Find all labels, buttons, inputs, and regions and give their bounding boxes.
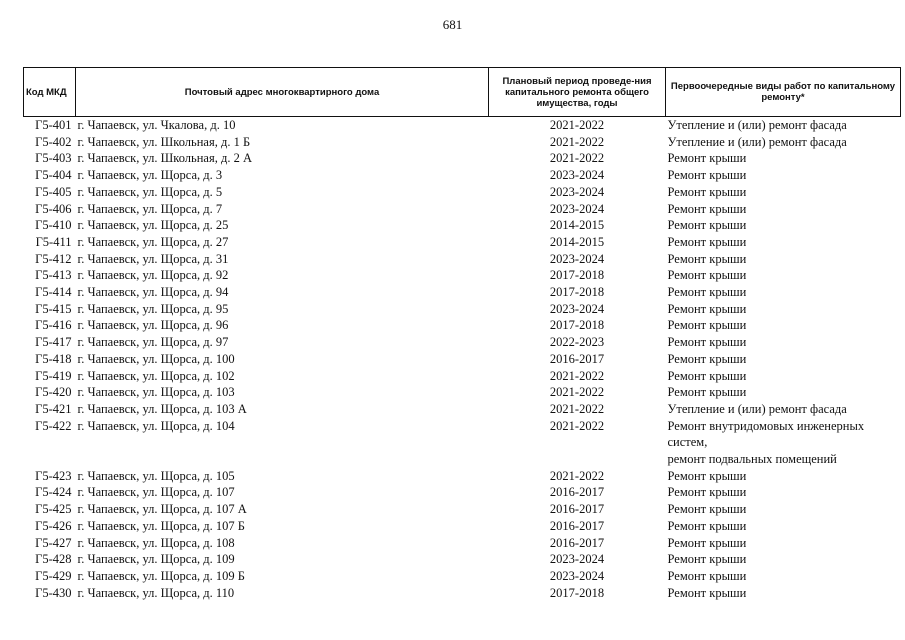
period-cell: 2016-2017 xyxy=(549,535,605,550)
works-line: Ремонт крыши xyxy=(667,468,747,483)
works-line: Ремонт крыши xyxy=(667,335,747,350)
works-line: Ремонт крыши xyxy=(667,218,747,233)
address-cell: г. Чапаевск, ул. Щорса, д. 96 xyxy=(77,318,229,333)
table-row xyxy=(24,167,901,184)
address-cell: г. Чапаевск, ул. Щорса, д. 5 xyxy=(77,184,223,199)
table-row xyxy=(24,234,901,251)
works-line: Ремонт крыши xyxy=(667,318,747,333)
works-cell xyxy=(666,401,901,418)
period-cell: 2023-2024 xyxy=(549,168,605,183)
table-row xyxy=(24,535,901,552)
period-cell: 2014-2015 xyxy=(549,234,605,249)
mkd-code-cell: Г5-405 xyxy=(35,184,72,199)
period-cell: 2021-2022 xyxy=(549,418,605,433)
works-line: Утепление и (или) ремонт фасада xyxy=(667,134,847,149)
works-line: Ремонт внутридомовых инженерных систем, xyxy=(667,418,865,450)
table-row xyxy=(24,117,901,134)
address-cell: г. Чапаевск, ул. Щорса, д. 94 xyxy=(77,285,229,300)
table-row xyxy=(24,267,901,284)
period-cell: 2021-2022 xyxy=(549,385,605,400)
period-cell: 2021-2022 xyxy=(549,401,605,416)
mkd-code-cell: Г5-401 xyxy=(35,118,72,132)
period-cell: 2017-2018 xyxy=(549,285,605,300)
mkd-code-cell: Г5-412 xyxy=(35,251,72,266)
table-row xyxy=(24,585,901,602)
works-cell xyxy=(666,150,901,167)
table-row xyxy=(24,384,901,401)
works-cell xyxy=(666,217,901,234)
table-row xyxy=(24,184,901,201)
mkd-code-cell: Г5-410 xyxy=(35,218,72,233)
table-row xyxy=(24,351,901,368)
period-cell: 2017-2018 xyxy=(549,585,605,600)
works-cell xyxy=(666,518,901,535)
works-cell xyxy=(666,351,901,368)
works-cell xyxy=(666,267,901,284)
address-cell: г. Чапаевск, ул. Щорса, д. 27 xyxy=(77,234,229,249)
header-period: Плановый период проведе-ния капитального ремонта общего имущества, годы xyxy=(489,68,666,117)
works-line: Ремонт крыши xyxy=(667,518,747,533)
works-cell xyxy=(666,234,901,251)
address-cell: г. Чапаевск, ул. Щорса, д. 102 xyxy=(77,368,235,383)
header-code: Код МКД xyxy=(24,68,76,117)
table-row xyxy=(24,368,901,385)
works-cell xyxy=(666,301,901,318)
works-cell xyxy=(666,585,901,602)
period-cell: 2023-2024 xyxy=(549,552,605,567)
period-cell: 2021-2022 xyxy=(549,151,605,166)
address-cell: г. Чапаевск, ул. Щорса, д. 92 xyxy=(77,268,229,283)
period-cell: 2023-2024 xyxy=(549,251,605,266)
address-cell: г. Чапаевск, ул. Щорса, д. 109 Б xyxy=(77,568,245,583)
works-cell xyxy=(666,535,901,552)
mkd-code-cell: Г5-417 xyxy=(35,335,72,350)
period-cell: 2016-2017 xyxy=(549,502,605,517)
address-cell: г. Чапаевск, ул. Школьная, д. 1 Б xyxy=(77,134,251,149)
works-cell xyxy=(666,201,901,218)
table-header xyxy=(24,68,901,117)
works-line: Ремонт крыши xyxy=(667,568,747,583)
works-line: Ремонт крыши xyxy=(667,168,747,183)
period-cell: 2016-2017 xyxy=(549,518,605,533)
header-address: Почтовый адрес многоквартирного дома xyxy=(76,68,489,117)
works-line: Ремонт крыши xyxy=(667,502,747,517)
address-cell: г. Чапаевск, ул. Щорса, д. 109 xyxy=(77,552,235,567)
table-row xyxy=(24,484,901,501)
works-line: Ремонт крыши xyxy=(667,268,747,283)
period-cell: 2017-2018 xyxy=(549,268,605,283)
works-line: Ремонт крыши xyxy=(667,368,747,383)
mkd-code-cell: Г5-406 xyxy=(35,201,72,216)
works-line: Ремонт крыши xyxy=(667,351,747,366)
works-cell xyxy=(666,418,901,468)
works-line: Утепление и (или) ремонт фасада xyxy=(667,118,847,132)
period-cell: 2021-2022 xyxy=(549,368,605,383)
period-cell: 2021-2022 xyxy=(549,134,605,149)
table-row xyxy=(24,418,901,468)
works-cell xyxy=(666,368,901,385)
works-line: Ремонт крыши xyxy=(667,535,747,550)
mkd-code-cell: Г5-426 xyxy=(35,518,72,533)
address-cell: г. Чапаевск, ул. Щорса, д. 100 xyxy=(77,351,235,366)
table-row xyxy=(24,317,901,334)
mkd-code-cell: Г5-411 xyxy=(35,234,72,249)
table-row xyxy=(24,501,901,518)
address-cell: г. Чапаевск, ул. Щорса, д. 95 xyxy=(77,301,229,316)
mkd-code-cell: Г5-413 xyxy=(35,268,72,283)
works-cell xyxy=(666,384,901,401)
mkd-code-cell: Г5-424 xyxy=(35,485,72,500)
header-row xyxy=(24,68,901,117)
address-cell: г. Чапаевск, ул. Щорса, д. 25 xyxy=(77,218,229,233)
period-cell: 2023-2024 xyxy=(549,201,605,216)
period-cell: 2017-2018 xyxy=(549,318,605,333)
mkd-code-cell: Г5-414 xyxy=(35,285,72,300)
table-row xyxy=(24,301,901,318)
table-row xyxy=(24,251,901,268)
works-cell xyxy=(666,317,901,334)
address-cell: г. Чапаевск, ул. Щорса, д. 7 xyxy=(77,201,223,216)
period-cell: 2014-2015 xyxy=(549,218,605,233)
period-cell: 2022-2023 xyxy=(549,335,605,350)
address-cell: г. Чапаевск, ул. Щорса, д. 107 xyxy=(77,485,235,500)
address-cell: г. Чапаевск, ул. Щорса, д. 97 xyxy=(77,335,229,350)
works-line: ремонт подвальных помещений xyxy=(667,452,837,467)
table-row xyxy=(24,518,901,535)
mkd-code-cell: Г5-428 xyxy=(35,552,72,567)
works-cell xyxy=(666,284,901,301)
repair-schedule-table xyxy=(23,67,901,601)
works-cell xyxy=(666,184,901,201)
works-cell xyxy=(666,484,901,501)
mkd-code-cell: Г5-419 xyxy=(35,368,72,383)
period-cell: 2023-2024 xyxy=(549,184,605,199)
works-line: Ремонт крыши xyxy=(667,485,747,500)
address-cell: г. Чапаевск, ул. Щорса, д. 3 xyxy=(77,168,223,183)
address-cell: г. Чапаевск, ул. Щорса, д. 108 xyxy=(77,535,235,550)
mkd-code-cell: Г5-430 xyxy=(35,585,72,600)
page-number: 681 xyxy=(442,17,463,32)
mkd-code-cell: Г5-420 xyxy=(35,385,72,400)
mkd-code-cell: Г5-415 xyxy=(35,301,72,316)
table-row xyxy=(24,551,901,568)
table-row xyxy=(24,217,901,234)
table-row xyxy=(24,568,901,585)
works-line: Ремонт крыши xyxy=(667,251,747,266)
period-cell: 2016-2017 xyxy=(549,485,605,500)
works-cell xyxy=(666,568,901,585)
works-cell xyxy=(666,501,901,518)
mkd-code-cell: Г5-418 xyxy=(35,351,72,366)
works-cell xyxy=(666,134,901,151)
mkd-code-cell: Г5-425 xyxy=(35,502,72,517)
table-row xyxy=(24,334,901,351)
table-row xyxy=(24,134,901,151)
works-cell xyxy=(666,551,901,568)
works-line: Ремонт крыши xyxy=(667,184,747,199)
works-line: Ремонт крыши xyxy=(667,234,747,249)
works-line: Ремонт крыши xyxy=(667,201,747,216)
table-row xyxy=(24,150,901,167)
mkd-code-cell: Г5-403 xyxy=(35,151,72,166)
period-cell: 2016-2017 xyxy=(549,351,605,366)
works-line: Ремонт крыши xyxy=(667,385,747,400)
table-row xyxy=(24,468,901,485)
period-cell: 2021-2022 xyxy=(549,468,605,483)
table-body xyxy=(24,117,901,602)
header-works: Первоочередные виды работ по капитальному ремонту* xyxy=(666,68,901,117)
period-cell: 2021-2022 xyxy=(549,118,605,132)
address-cell: г. Чапаевск, ул. Щорса, д. 31 xyxy=(77,251,229,266)
period-cell: 2023-2024 xyxy=(549,568,605,583)
mkd-code-cell: Г5-404 xyxy=(35,168,72,183)
table-row xyxy=(24,284,901,301)
works-line: Ремонт крыши xyxy=(667,151,747,166)
address-cell: г. Чапаевск, ул. Щорса, д. 110 xyxy=(77,585,235,600)
mkd-code-cell: Г5-421 xyxy=(35,401,72,416)
address-cell: г. Чапаевск, ул. Щорса, д. 107 Б xyxy=(77,518,245,533)
works-cell xyxy=(666,334,901,351)
address-cell: г. Чапаевск, ул. Школьная, д. 2 А xyxy=(77,151,252,166)
works-line: Ремонт крыши xyxy=(667,552,747,567)
mkd-code-cell: Г5-423 xyxy=(35,468,72,483)
address-cell: г. Чапаевск, ул. Щорса, д. 104 xyxy=(77,418,235,433)
works-cell xyxy=(666,167,901,184)
works-line: Утепление и (или) ремонт фасада xyxy=(667,401,847,416)
address-cell: г. Чапаевск, ул. Щорса, д. 103 А xyxy=(77,401,247,416)
address-cell: г. Чапаевск, ул. Щорса, д. 105 xyxy=(77,468,235,483)
mkd-code-cell: Г5-429 xyxy=(35,568,72,583)
period-cell: 2023-2024 xyxy=(549,301,605,316)
mkd-code-cell: Г5-402 xyxy=(35,134,72,149)
address-cell: г. Чапаевск, ул. Щорса, д. 103 xyxy=(77,385,235,400)
mkd-code-cell: Г5-427 xyxy=(35,535,72,550)
address-cell: г. Чапаевск, ул. Щорса, д. 107 А xyxy=(77,502,247,517)
address-cell: г. Чапаевск, ул. Чкалова, д. 10 xyxy=(77,118,236,132)
table-row xyxy=(24,201,901,218)
works-cell xyxy=(666,251,901,268)
mkd-code-cell: Г5-416 xyxy=(35,318,72,333)
works-cell xyxy=(666,468,901,485)
works-line: Ремонт крыши xyxy=(667,585,747,600)
works-cell xyxy=(666,117,901,134)
works-line: Ремонт крыши xyxy=(667,301,747,316)
table-row xyxy=(24,401,901,418)
mkd-code-cell: Г5-422 xyxy=(35,418,72,433)
works-line: Ремонт крыши xyxy=(667,285,747,300)
